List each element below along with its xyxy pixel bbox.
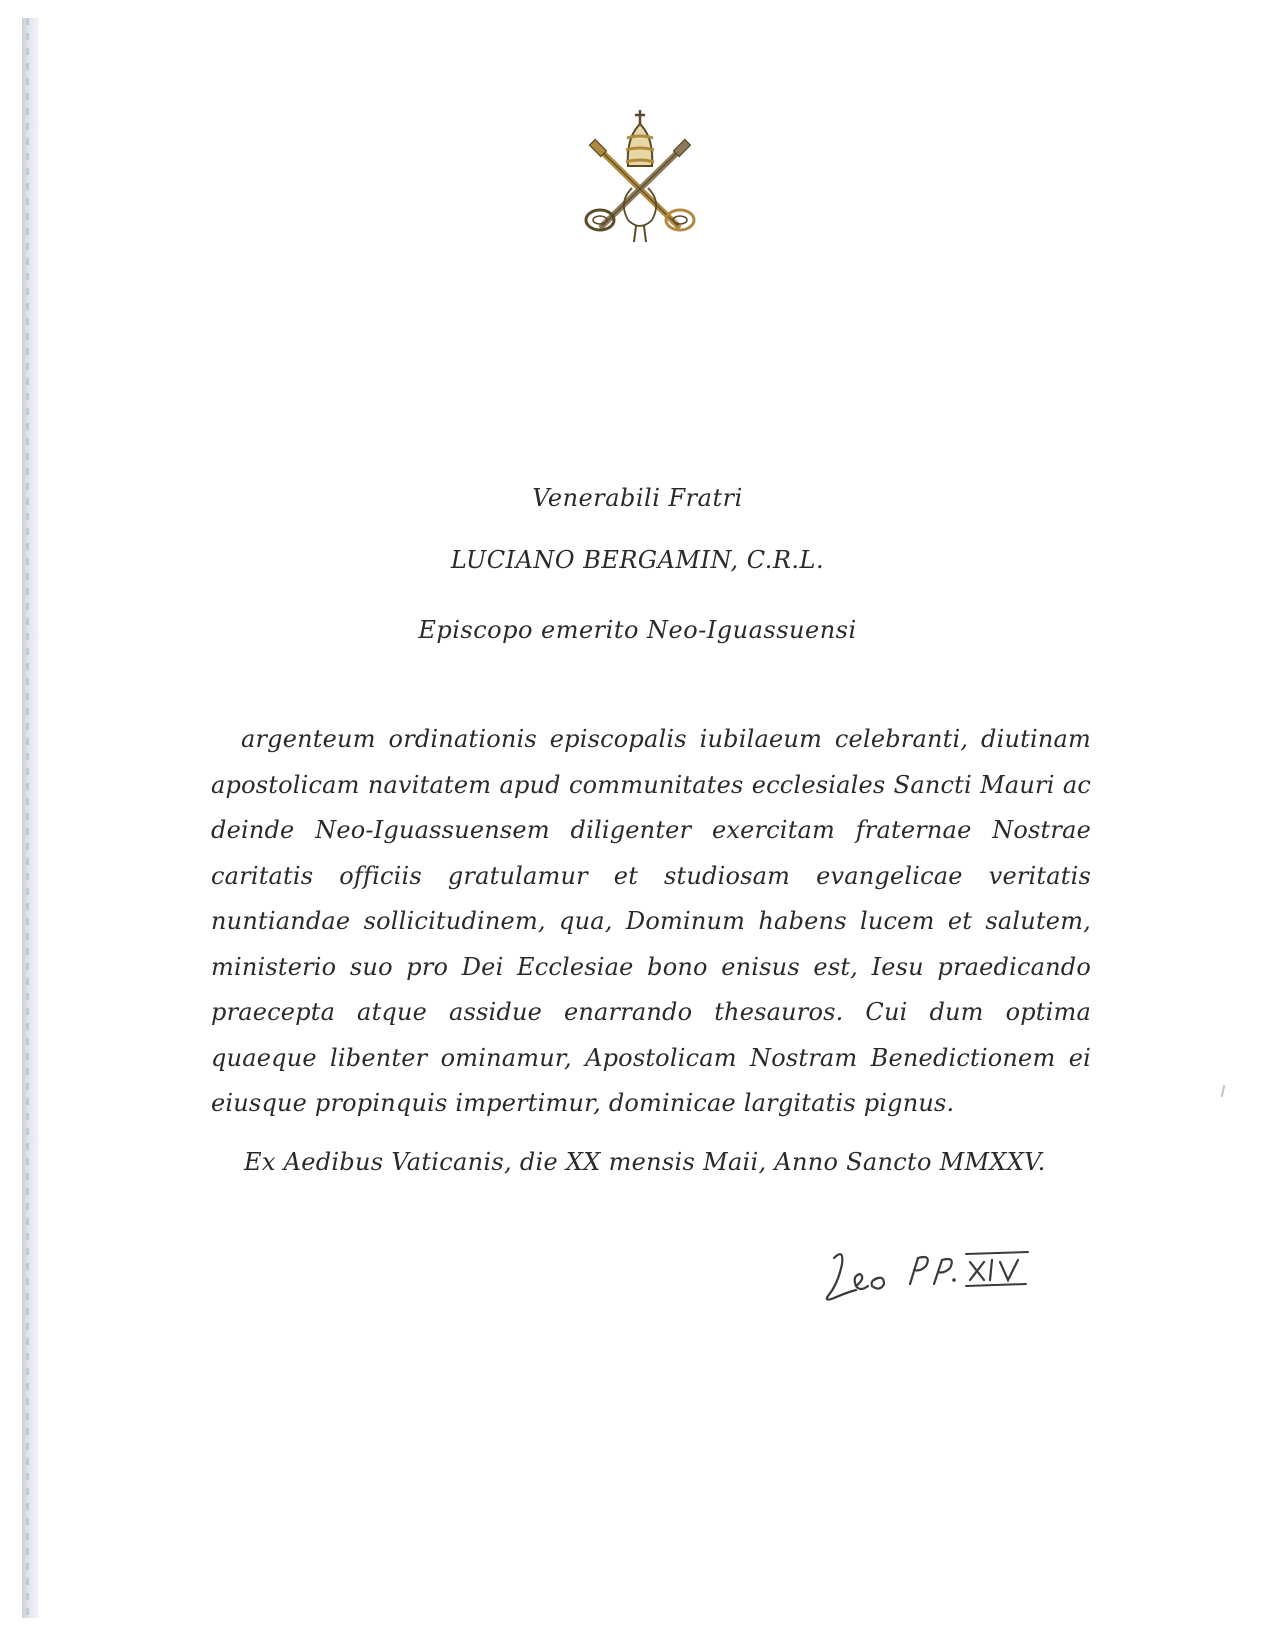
scan-edge [22,18,39,1618]
addressee-salutation: Venerabili Fratri [532,484,743,512]
addressee-title: Episcopo emerito Neo-Iguassuensi [418,616,857,644]
letter-body: argenteum ordinationis episcopalis iubilaeum celebranti, diutinam apostolicam navitatem apud communitates ecclesiales Sancti Mauri ac deinde Neo-Iguassuensem diligenter exercitam fraternae Nostrae caritatis officiis gratulamur et studiosam evangelicae veritatis nuntiandae sollicitudinem, qua, Dominum habens lucem et salutem, ministerio suo pro Dei Ecclesiae bono enisus est, Iesu praedicando praecepta atque assidue enarrando thesauros. Cui dum optima quaeque libenter ominamur, Apostolicam Nostram Benedictionem ei eiusque propinquis impertimur, dominicae largitatis pignus. [211,725,1091,1117]
signature [822,1240,1072,1310]
scan-artifact [1221,1085,1225,1097]
papal-coat-of-arms-icon [578,108,702,244]
dateline: Ex Aedibus Vaticanis, die XX mensis Maii, Anno Sancto MMXXV. [244,1148,1046,1176]
addressee-name: LUCIANO BERGAMIN, C.R.L. [450,546,825,574]
